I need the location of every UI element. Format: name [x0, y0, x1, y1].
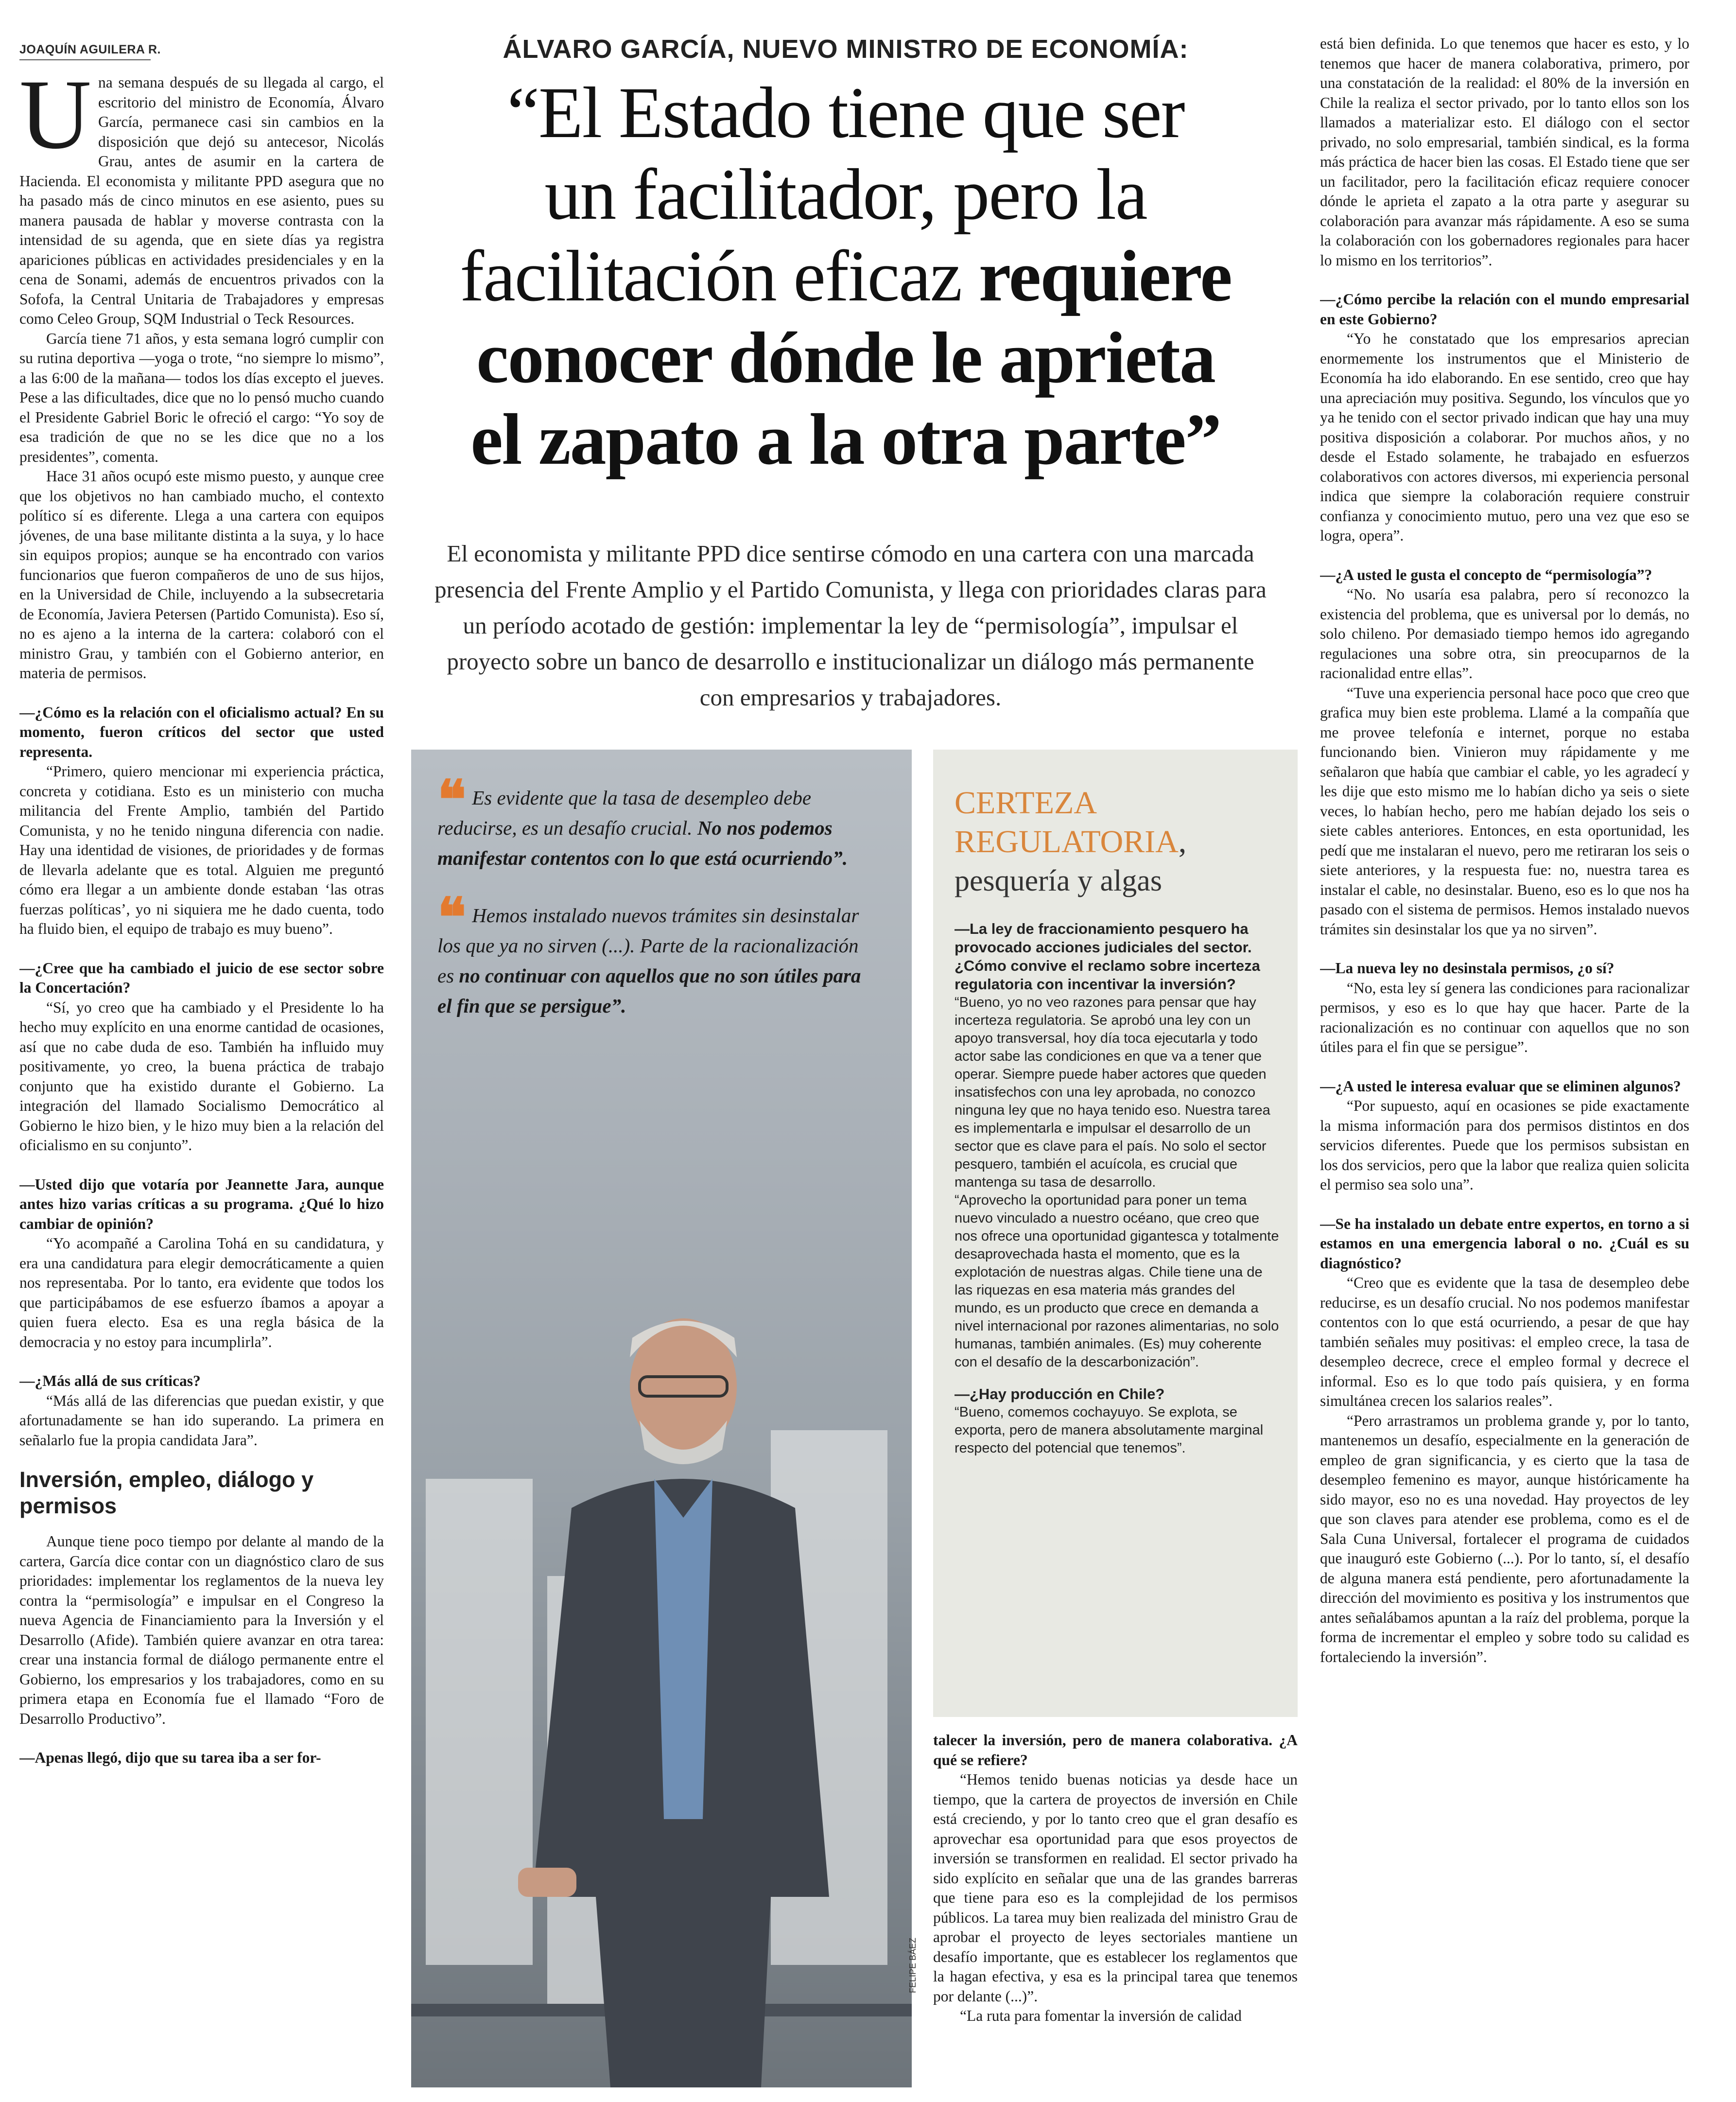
interview-question: —¿A usted le interesa evaluar que se eliminen algunos?: [1320, 1077, 1681, 1095]
section-subhead: Inversión, empleo, diálogo y permisos: [19, 1467, 314, 1518]
interview-answer: “No, esta ley sí genera las condiciones para racionalizar permisos, y eso es lo que hay que hacer. Parte de la racionalización es no continuar con aquellos que no son útiles para el fin que se persigue”.: [1320, 979, 1689, 1055]
interview-answer: “Yo he constatado que los empresarios aprecian enormemente los instrumentos que el Ministerio de Economía ha ido elaborando. En ese sentido, creo que hay una apreciación muy positiva. Segundo, los vínculos que yo ya he tenido con el sector privado indican que hay una muy positiva disposición a colaborar. Por muchos años, y no desde el Estado solamente, he trabajado en esfuerzos colaborativos con actores diversos, mi experiencia personal indica que siempre la colaboración requiere construir confianza y conocimiento mutuo, pero una vez que eso se logra, opera”.: [1320, 330, 1689, 544]
sidebar-subtitle: pesquería y algas: [955, 864, 1162, 897]
quote-mark-icon: ❝: [437, 768, 467, 831]
interview-answer: “Más allá de las diferencias que puedan existir, y que afortunadamente se han ido superando. La primera en señalarlo fue la propia candidata Jara”.: [19, 1392, 384, 1449]
paragraph: Hace 31 años ocupó este mismo puesto, y aunque cree que los objetivos no han cambiado mucho, el contexto político sí es diferente. Llega a una cartera con equipos jóvenes, de una base militante distinta a la suya, y lo hace sin equipos propios; aunque se ha encontrado con varios funcionarios que fueron compañeros de uno de sus hijos, en la Universidad de Chile, incluyendo a la subsecretaria de Economía, Javiera Petersen (Partido Comunista). Eso sí, no es ajeno a la interna de la cartera: colaboró con el ministro Grau, y también con el Gobierno anterior, en materia de permisos.: [19, 468, 384, 682]
sidebar-answer: “Bueno, yo no veo razones para pensar que hay incerteza regulatoria. Se aprobó una ley con un apoyo transversal, hoy día toca ejecutarla y todo actor sabe las condiciones en que va a tener que operar. Siempre puede haber actores que queden insatisfechos con una ley aprobada, no conozco ninguna ley que no haya tenido eso. Nuestra tarea es implementarla e impulsar el desarrollo de un sector que es clave para el país. No solo el sector pesquero, también el acuícola, es crucial que mantenga su tasa de desarrollo.: [955, 995, 1270, 1190]
dropcap: U: [19, 73, 92, 170]
interview-question: —¿Cómo percibe la relación con el mundo empresarial en este Gobierno?: [1320, 291, 1689, 328]
pull-quote: ❝ Hemos instalado nuevos trámites sin desinstalar los que ya no sirven (...). Parte de la racionalización es no continuar con aquellos que no son útiles para el fin que se persigue”.: [437, 886, 861, 1017]
interview-answer: “Primero, quiero mencionar mi experiencia práctica, concreta y cotidiana. Esto es un ministerio con mucha militancia del Frente Amplio, también del Partido Comunista, y no he tenido ninguna diferencia con nadie. Hay una identidad de visiones, de prioridades y de formas de llevarla adelante que es total. Alguien me preguntó cómo era llegar a un ambiente donde estaban ‘las otras fuerzas políticas’, yo ni siquiera me he dado cuenta, todo ha fluido bien, el equipo de trabajo es muy bueno”.: [19, 763, 384, 937]
intro-paragraph: Una semana después de su llegada al cargo, el escritorio del ministro de Economía, Álvaro García, permanece casi sin cambios en la disposición que dejó su antecesor, Nicolás Grau, antes de asumir en la cartera de Hacienda. El economista y militante PPD asegura que no ha pasado más de cinco minutos en ese asiento, pues su manera pausada de hablar y moverse contrasta con la intensidad de su agenda, que en siete días ya registra apariciones públicas en actividades presidenciales y en la cena de Sonami, además de encuentros privados con la Sofofa, la Central Unitaria de Trabajadores y empresas como Celeo Group, SQM Industrial o Teck Resources.: [19, 73, 384, 327]
interview-answer: “Creo que es evidente que la tasa de desempleo debe reducirse, es un desafío crucial. No nos podemos manifestar contentos con lo que está ocurriendo, a pesar de que hay también señales muy positivas: el empleo crece, la tasa de desempleo decrece, crece el empleo formal y decrece el informal. Eso es lo que todo país quisiera, y en forma simultánea crecen los salarios reales”.: [1320, 1274, 1689, 1409]
interview-question: —Se ha instalado un debate entre expertos, en torno a si estamos en una emergencia laboral o no. ¿Cuál es su diagnóstico?: [1320, 1215, 1689, 1272]
sidebar-answer: “Aprovecho la oportunidad para poner un tema nuevo vinculado a nuestro océano, que creo que nos ofrece una oportunidad gigantesca y totalmente desaprovechada hasta el momento, que es la explotación de nuestras algas. Chile tiene una de las riquezas en esa materia más grandes del mundo, es un producto que crece en demanda a nivel internacional por razones alimentarias, no solo humanas, también animales. (Es) muy coherente con el desafío de la descarbonización”.: [955, 1192, 1279, 1370]
interview-answer: “La ruta para fomentar la inversión de calidad: [960, 2007, 1242, 2024]
interview-question: —Usted dijo que votaría por Jeannette Jara, aunque antes hizo varias críticas a su programa. ¿Qué lo hizo cambiar de opinión?: [19, 1175, 384, 1232]
paragraph: está bien definida. Lo que tenemos que hacer es esto, y lo tenemos que hacer de manera colaborativa, primero, por una constatación de la realidad: el 80% de la inversión en Chile la realiza el sector privado, por lo tanto ellos son los llamados a materializar esto. El diálogo con el sector privado, no solo empresarial, también sindical, es la forma más práctica de hacer bien las cosas. El Estado tiene que ser un facilitador, pero la facilitación eficaz requiere conocer dónde le aprieta el zapato a la otra parte y asegurar su colaboración para avanzar más rápidamente. A eso se suma la colaboración con los gobernadores regionales para hacer lo mismo en los territorios”.: [1320, 35, 1689, 269]
interview-answer: “No. No usaría esa palabra, pero sí reconozco la existencia del problema, que es universal por lo demás, no solo chileno. Por demasiado tiempo hemos ido agregando regulaciones una sobre otra, sin preocuparnos de la racionalidad entre ellas”.: [1320, 586, 1689, 682]
sidebar-box: [933, 750, 1298, 1717]
interview-question: —¿A usted le gusta el concepto de “permisología”?: [1320, 566, 1652, 583]
interview-answer: “Sí, yo creo que ha cambiado y el Presidente lo ha hecho muy explícito en una enorme cantidad de ocasiones, así que no cabe duda de eso. También ha influido muy positivamente, yo creo, la buena práctica de trabajo conjunto que ha existido durante el Gobierno. La integración del llamado Socialismo Democrático al Gobierno le hizo bien, y le hizo muy bien a la relación del oficialismo en su conjunto”.: [19, 998, 384, 1154]
sidebar-question: —¿Hay producción en Chile?: [955, 1385, 1165, 1402]
pull-quotes: [437, 768, 875, 1048]
interview-question: —¿Cree que ha cambiado el juicio de ese sector sobre la Concertación?: [19, 959, 384, 996]
column-3-continuation: [933, 1731, 1298, 2100]
pull-quote: ❝ Es evidente que la tasa de desempleo debe reducirse, es un desafío crucial. No nos podemos manifestar contentos con lo que está ocurriendo”.: [437, 768, 848, 869]
interview-question: —La nueva ley no desinstala permisos, ¿o sí?: [1320, 960, 1614, 977]
interview-answer: “Yo acompañé a Carolina Tohá en su candidatura, y era una candidatura para elegir democráticamente a quien nos representaba. Por lo tanto, era evidente que todos los que participábamos de ese esfuerzo íbamos a apoyar a quien fuera electo. Esa es una regla básica de la democracia y no estoy para incumplirla”.: [19, 1235, 384, 1350]
headline: “El Estado tiene que ser un facilitador, pero la facilitación eficaz requiere conocer dónde le aprieta el zapato a la otra parte”: [460, 72, 1232, 480]
interview-answer: “Hemos tenido buenas noticias ya desde hace un tiempo, que la cartera de proyectos de inversión en Chile está creciendo, y por lo tanto creo que el gran desafío es aprovechar esa oportunidad para que esos proyectos de inversión se transformen en realidad. El sector privado ha sido explícito en señalar que una de las grandes barreras que tiene para eso es la complejidad de los permisos públicos. La tarea muy bien realizada del ministro Grau de aprobar el proyecto de leyes sectoriales mantiene un desafío importante, que es establecer los reglamentos que la hagan efectiva, y esa es la principal tarea que tenemos por delante (...)”.: [933, 1771, 1298, 2005]
photo-credit: FELIPE BÁEZ: [908, 1937, 918, 1993]
deck-summary: El economista y militante PPD dice sentirse cómodo en una cartera con una marcada presencia del Frente Amplio y el Partido Comunista, y llega con prioridades claras para un período acotado de gestión: implementar la ley de “permisología”, impulsar el proyecto sobre un banco de desarrollo e institucionalizar un diálogo más permanente con empresarios y trabajadores.: [434, 540, 1267, 711]
interview-answer: “Por supuesto, aquí en ocasiones se pide exactamente la misma información para dos permisos distintos en dos servicios diferentes. Puede que los permisos subsistan en los dos servicios, pero que la labor que realiza quien solicita el permiso sea solo una”.: [1320, 1097, 1689, 1193]
interview-question: —Apenas llegó, dijo que su tarea iba a ser for-: [19, 1749, 321, 1766]
paragraph: García tiene 71 años, y esta semana logró cumplir con su rutina deportiva —yoga o trote, “no siempre lo mismo”, a las 6:00 de la mañana— todos los días excepto el jueves. Pese a las dificultades, dice que no lo pensó mucho cuando el Presidente Gabriel Boric le ofreció el cargo: “Yo soy de esa tradición de que no se les dice que no a los presidentes”, comenta.: [19, 330, 384, 465]
interview-question: talecer la inversión, pero de manera colaborativa. ¿A qué se refiere?: [933, 1732, 1298, 1769]
interview-question: —¿Cómo es la relación con el oficialismo actual? En su momento, fueron críticos del sector que usted representa.: [19, 703, 384, 760]
interview-question: —¿Más allá de sus críticas?: [19, 1372, 201, 1389]
sidebar-title: CERTEZA REGULATORIA,: [955, 785, 1187, 859]
quote-mark-icon: ❝: [437, 886, 467, 948]
paragraph: Aunque tiene poco tiempo por delante al mando de la cartera, García dice contar con un diagnóstico claro de sus prioridades: implementar los reglamentos de la nueva ley contra la “permisología” e impulsar en el Congreso la nueva Agencia de Financiamiento para la Inversión y el Desarrollo (Afide). También quiere avanzar en otra tarea: crear una instancia formal de diálogo permanente entre el Gobierno, los empresarios y los trabajadores, como en su primera etapa en Economía fue el llamado “Foro de Desarrollo Productivo”.: [19, 1533, 384, 1727]
interview-answer: “Tuve una experiencia personal hace poco que creo que grafica muy bien este problema. Llamé a la compañía que me provee telefonía e internet, porque no estaba funcionando bien. Vinieron muy rápidamente y me señalaron que había que cambiar el cable, yo les agradecí y les dije que esto mismo me lo habían dicho ya seis o siete veces, lo habían hecho, pero me habían dejado los seis o siete cables anteriores. Entonces, en esta oportunidad, les pedí que me instalaran el nuevo, pero me retiraran los seis o siete anteriores, y la respuesta fue: no, nuestra tarea es instalar el cable, no desinstalar. Bueno, eso es lo que nos ha pasado con el sistema de permisos. Hemos instalado nuevos trámites sin desinstalar los que ya no sirven”.: [1320, 684, 1689, 938]
column-4: [1320, 34, 1689, 2100]
interview-answer: “Pero arrastramos un problema grande y, por lo tanto, mantenemos un desafío, especialmente en la generación de empleo de gran significancia, y es cierto que la tasa de desempleo femenino es mayor, aunque históricamente ha sido mayor, eso no es una novedad. Hay proyectos de ley que son claves para atender ese problema, como es el de Sala Cuna Universal, fortalecer el programa de cuidados que inauguró este Gobierno (...). Por lo tanto, sí, el desafío de alguna manera está pendiente, pero afortunadamente la dirección del movimiento es positiva y los instrumentos que antes señalábamos apuntan a la raíz del problema, porque la forma de incrementar el empleo y sobre todo su calidad es fortaleciendo la inversión”.: [1320, 1412, 1689, 1665]
sidebar-question: —La ley de fraccionamiento pesquero ha provocado acciones judiciales del sector. ¿Cómo convive el reclamo sobre incerteza regulatoria con incentivar la inversión?: [955, 920, 1260, 993]
sidebar-answer: “Bueno, comemos cochayuyo. Se explota, se exporta, pero de manera absolutamente marginal respecto del potencial que tenemos”.: [955, 1404, 1264, 1456]
kicker: ÁLVARO GARCÍA, NUEVO MINISTRO DE ECONOMÍA:: [503, 35, 1189, 64]
column-1: [19, 73, 384, 2100]
byline-rule: [19, 59, 151, 60]
byline: JOAQUÍN AGUILERA R.: [19, 43, 161, 56]
